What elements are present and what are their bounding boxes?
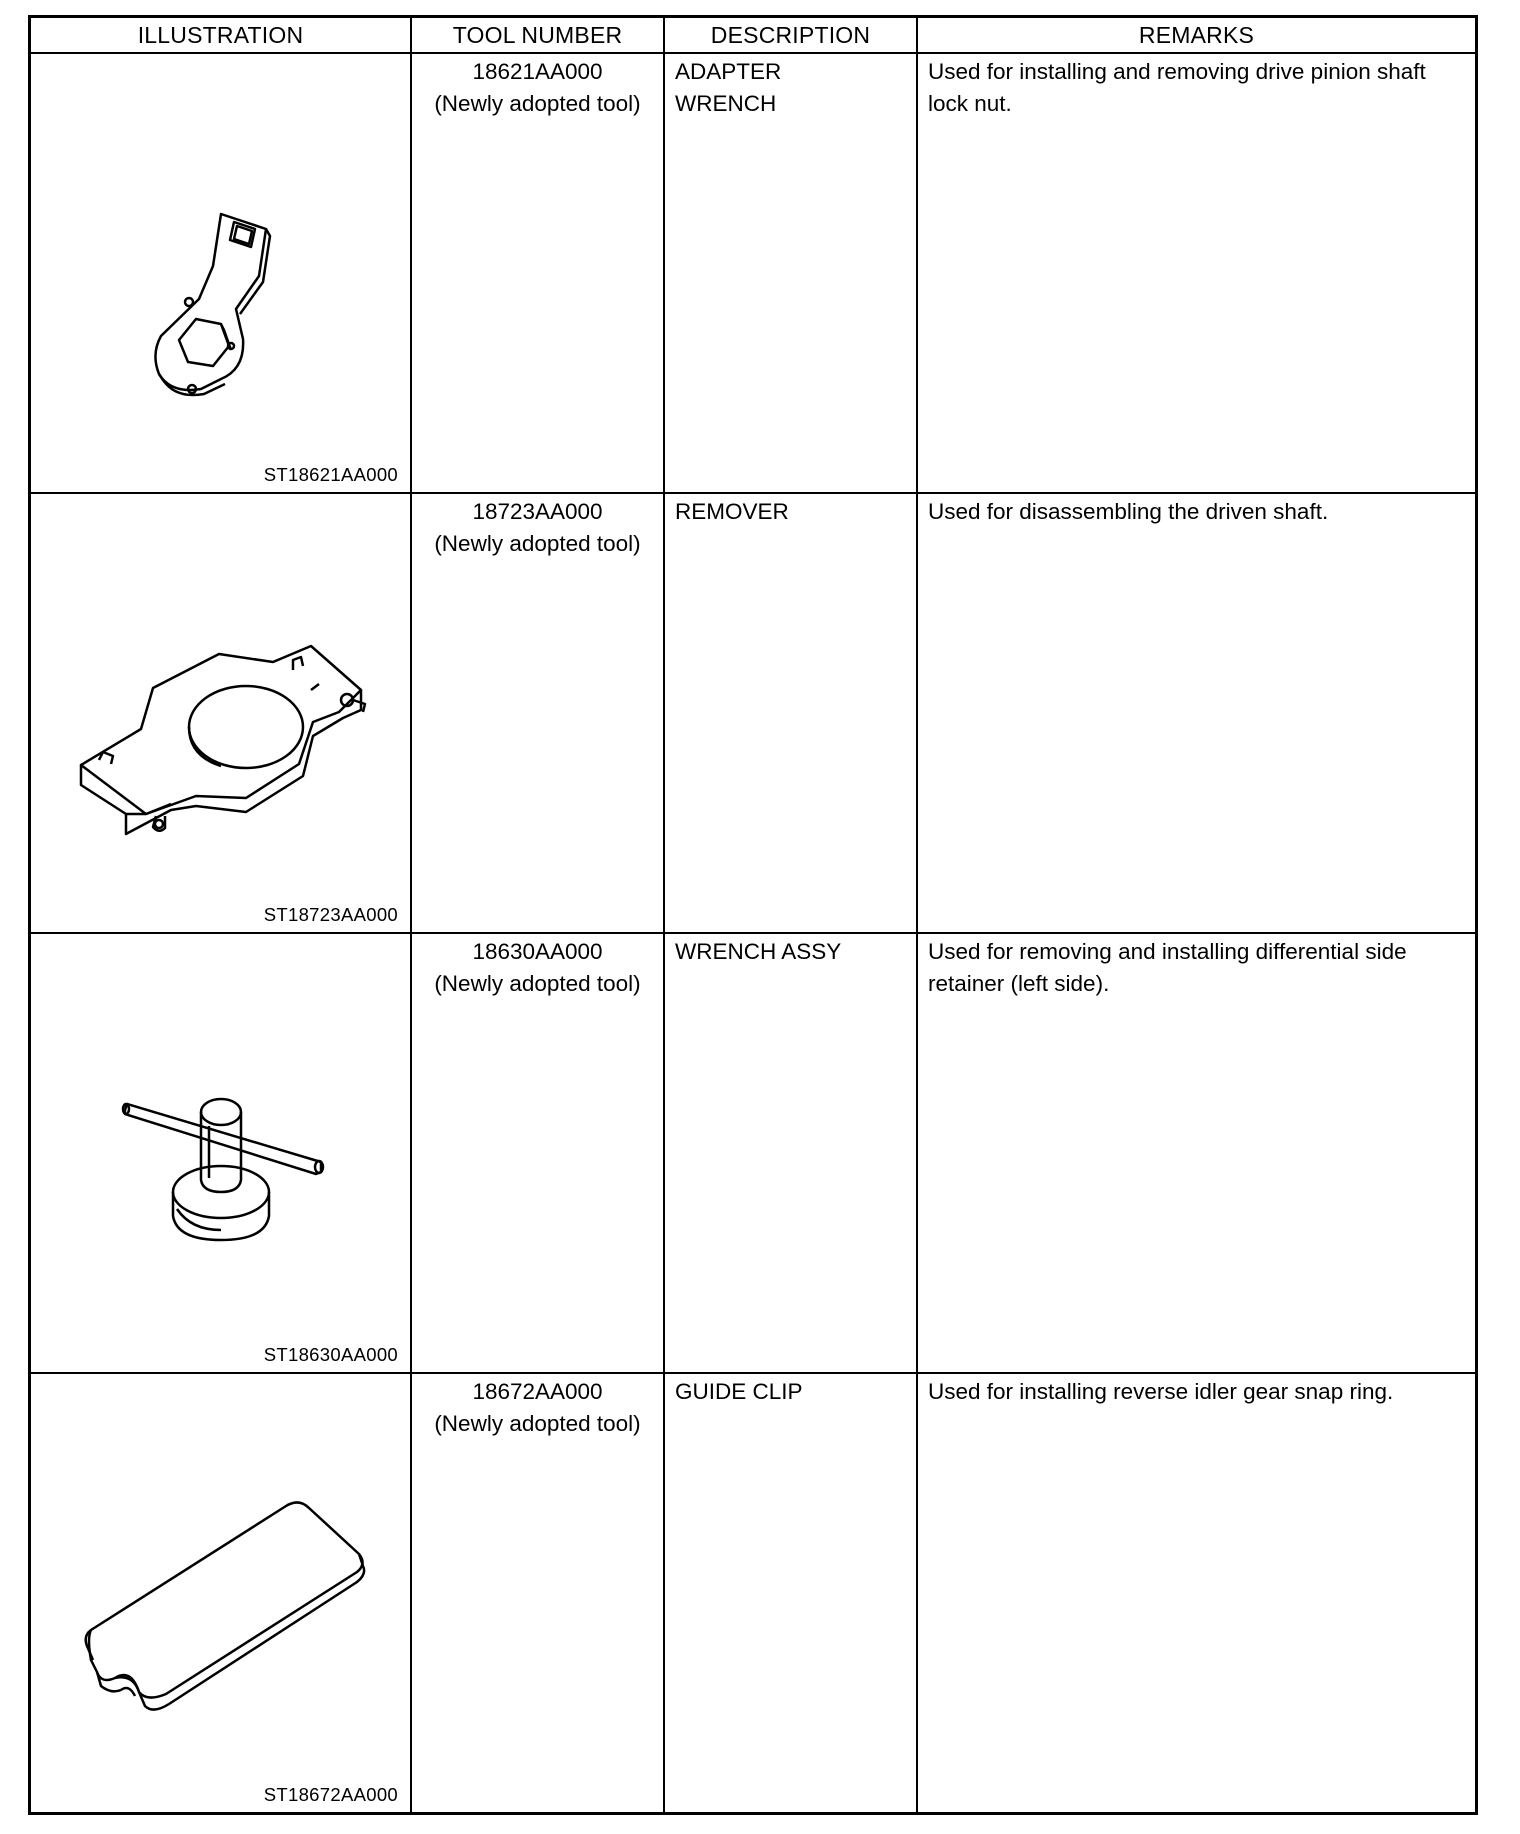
tool-number: 18723AA000 [472,499,603,524]
table-row [31,53,1475,493]
tool-number: 18672AA000 [472,1379,603,1404]
description-text: GUIDE CLIP [675,1379,803,1404]
illustration-cell [31,933,411,1373]
remarks-text: Used for disassembling the driven shaft. [928,499,1329,524]
special-tools-table-frame [28,15,1478,1815]
remarks-text: Used for installing reverse idler gear snap ring. [928,1379,1394,1404]
tool-number-cell [411,933,664,1373]
header-tool-number: TOOL NUMBER [411,18,664,53]
tool-number: 18630AA000 [472,939,603,964]
special-tools-table [31,18,1475,1812]
illustration-cell [31,493,411,933]
illustration-code: ST18630AA000 [263,1344,398,1365]
illustration-code: ST18672AA000 [263,1784,398,1805]
tool-note: (Newly adopted tool) [434,1411,641,1436]
tool-note: (Newly adopted tool) [434,531,641,556]
description-text: REMOVER [675,499,789,524]
remarks-cell [917,493,1475,933]
header-description: DESCRIPTION [664,18,917,53]
wrench-assy-icon [31,934,411,1372]
header-illustration: ILLUSTRATION [31,18,411,53]
description-text: ADAPTER WRENCH [675,59,782,116]
table-row [31,493,1475,933]
adapter-wrench-icon [31,54,411,492]
description-cell [664,53,917,493]
description-cell [664,493,917,933]
description-cell [664,1373,917,1812]
remarks-cell [917,1373,1475,1812]
remarks-cell [917,933,1475,1373]
illustration-cell [31,53,411,493]
illustration-code: ST18621AA000 [263,464,398,485]
illustration-cell [31,1373,411,1812]
description-text: WRENCH ASSY [675,939,842,964]
description-cell [664,933,917,1373]
tool-note: (Newly adopted tool) [434,971,641,996]
remarks-text: Used for removing and installing differential side retainer (left side). [928,939,1407,996]
illustration-code: ST18723AA000 [263,904,398,925]
tool-number-cell [411,493,664,933]
table-row [31,1373,1475,1812]
tool-number-cell [411,53,664,493]
table-row [31,933,1475,1373]
remarks-cell [917,53,1475,493]
remover-icon [31,494,411,932]
header-remarks: REMARKS [917,18,1475,53]
remarks-text: Used for installing and removing drive pinion shaft lock nut. [928,59,1426,116]
guide-clip-icon [31,1374,411,1812]
tool-number-cell [411,1373,664,1812]
tool-number: 18621AA000 [472,59,603,84]
tool-note: (Newly adopted tool) [434,91,641,116]
header-row [31,18,1475,53]
